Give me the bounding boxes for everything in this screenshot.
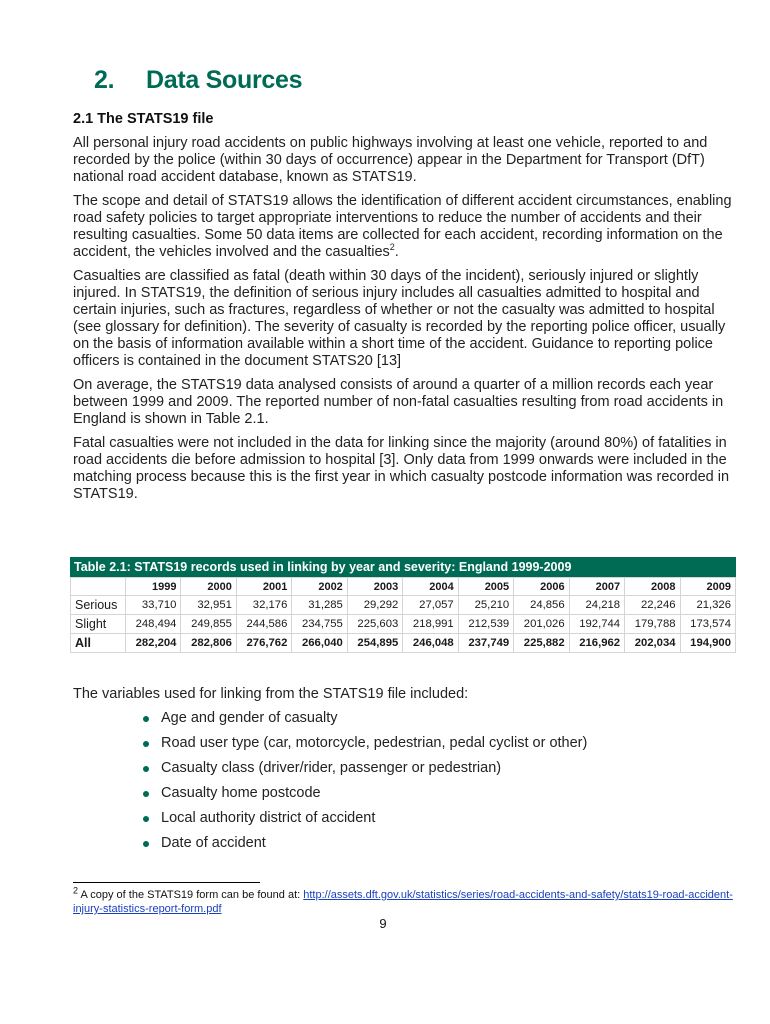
- bullet-icon: [143, 841, 149, 847]
- year-header: 2003: [347, 578, 402, 596]
- table-row-serious: [71, 596, 736, 615]
- row-label: Serious: [71, 596, 126, 615]
- table-cell: 216,962: [569, 634, 624, 653]
- table-cell: 25,210: [458, 596, 513, 615]
- year-header: 2004: [403, 578, 458, 596]
- year-header: 2006: [514, 578, 569, 596]
- table-cell: 218,991: [403, 615, 458, 634]
- row-label: Slight: [71, 615, 126, 634]
- table-cell: 24,856: [514, 596, 569, 615]
- list-item: [143, 710, 587, 735]
- list-item-text: Casualty class (driver/rider, passenger or pedestrian): [161, 760, 502, 776]
- table-cell: 266,040: [292, 634, 347, 653]
- table-cell: 202,034: [625, 634, 680, 653]
- stats19-table: [70, 557, 736, 653]
- table-cell: 282,806: [181, 634, 236, 653]
- footnote-divider: [73, 882, 260, 883]
- body-text: [73, 135, 733, 510]
- list-item: [143, 735, 587, 760]
- paragraph-1: All personal injury road accidents on public highways involving at least one vehicle, reported to and recorded by the police (within 30 days of occurrence) appear in the Department for Transport (DfT) national road accident database, known as STATS19.: [73, 135, 708, 185]
- table-cell: 246,048: [403, 634, 458, 653]
- paragraph-5: Fatal casualties were not included in the data for linking since the majority (around 80%) of fatalities in road accidents die before admission to hospital [3]. Only data from 1999 onwards were included in the matching process because this is the first year in which casualty postcode information was recorded in STATS19.: [73, 435, 730, 502]
- year-header: 2005: [458, 578, 513, 596]
- list-item: [143, 785, 587, 810]
- table-header-blank: [71, 578, 126, 596]
- list-item-text: Date of accident: [161, 835, 266, 851]
- chapter-heading: [94, 66, 302, 95]
- list-item-text: Road user type (car, motorcycle, pedestrian, pedal cyclist or other): [161, 735, 588, 751]
- bullet-icon: [143, 716, 149, 722]
- footnote-marker: 2: [73, 885, 79, 896]
- table-cell: 276,762: [236, 634, 291, 653]
- table-cell: 29,292: [347, 596, 402, 615]
- year-header: 2000: [181, 578, 236, 596]
- bullet-icon: [143, 816, 149, 822]
- year-header: 2007: [569, 578, 624, 596]
- page-number: 9: [379, 916, 387, 931]
- table-cell: 27,057: [403, 596, 458, 615]
- paragraph-4: On average, the STATS19 data analysed consists of around a quarter of a million records each year between 1999 and 2009. The reported number of non-fatal casualties resulting from road accidents in England is shown in Table 2.1.: [73, 377, 724, 427]
- year-header: 1999: [126, 578, 181, 596]
- bullet-icon: [143, 791, 149, 797]
- chapter-number: 2.: [94, 66, 115, 94]
- row-label: All: [71, 634, 126, 653]
- variables-intro: The variables used for linking from the STATS19 file included:: [73, 686, 469, 702]
- year-header: 2008: [625, 578, 680, 596]
- list-item: [143, 810, 587, 835]
- table-row-slight: [71, 615, 736, 634]
- table-cell: 33,710: [126, 596, 181, 615]
- year-header: 2009: [680, 578, 735, 596]
- table-cell: 24,218: [569, 596, 624, 615]
- list-item-text: Casualty home postcode: [161, 785, 321, 801]
- table-row-all: [71, 634, 736, 653]
- table-cell: 32,176: [236, 596, 291, 615]
- bullet-icon: [143, 766, 149, 772]
- table-cell: 21,326: [680, 596, 735, 615]
- table-cell: 194,900: [680, 634, 735, 653]
- table-cell: 244,586: [236, 615, 291, 634]
- list-item: [143, 835, 587, 860]
- table-cell: 248,494: [126, 615, 181, 634]
- paragraph-3: Casualties are classified as fatal (death within 30 days of the incident), seriously injured or slightly injured. In STATS19, the definition of serious injury includes all casualties admitted to hospital and certain injuries, such as fractures, regardless of whether or not the casualty was admitted to hospital (see glossary for definition). The severity of casualty is recorded by the reporting police officer, usually on the basis of information available within a short time of the accident. Guidance to reporting police officers is contained in the document STATS20 [13]: [73, 268, 726, 369]
- table-cell: 31,285: [292, 596, 347, 615]
- table-cell: 201,026: [514, 615, 569, 634]
- table-header-row: [71, 578, 736, 596]
- table-cell: 32,951: [181, 596, 236, 615]
- year-header: 2002: [292, 578, 347, 596]
- table-cell: 22,246: [625, 596, 680, 615]
- table-cell: 237,749: [458, 634, 513, 653]
- table-cell: 225,603: [347, 615, 402, 634]
- list-item: [143, 760, 587, 785]
- table-cell: 173,574: [680, 615, 735, 634]
- paragraph-2-text: The scope and detail of STATS19 allows the identification of different accident circumstances, enabling road safety policies to target appropriate interventions to reduce the number of accidents and their resulting casualties. Some 50 data items are collected for each accident, recording information on the accident, the vehicles involved and the casualties: [73, 193, 732, 260]
- table-cell: 282,204: [126, 634, 181, 653]
- table-cell: 225,882: [514, 634, 569, 653]
- bullet-icon: [143, 741, 149, 747]
- footnote-link[interactable]: http://assets.dft.gov.uk/statistics/series/road-accidents-and-safety/stats19-road-accident-injury-statistics-report-form.pdf: [73, 889, 733, 915]
- paragraph-2-end: .: [394, 244, 399, 260]
- table-cell: 192,744: [569, 615, 624, 634]
- paragraph-2: [73, 193, 733, 261]
- table-cell: 254,895: [347, 634, 402, 653]
- footnote: [73, 885, 733, 916]
- list-item-text: Age and gender of casualty: [161, 710, 338, 726]
- year-header: 2001: [236, 578, 291, 596]
- footnote-ref: 2: [389, 242, 395, 253]
- list-item-text: Local authority district of accident: [161, 810, 376, 826]
- variables-list: [143, 710, 587, 860]
- chapter-title: Data Sources: [146, 66, 303, 94]
- table-cell: 212,539: [458, 615, 513, 634]
- table-caption: Table 2.1: STATS19 records used in linking by year and severity: England 1999-2009: [70, 557, 736, 577]
- table-cell: 234,755: [292, 615, 347, 634]
- section-title: 2.1 The STATS19 file: [73, 111, 214, 127]
- table-cell: 179,788: [625, 615, 680, 634]
- table-cell: 249,855: [181, 615, 236, 634]
- footnote-text: A copy of the STATS19 form can be found at:: [78, 889, 304, 901]
